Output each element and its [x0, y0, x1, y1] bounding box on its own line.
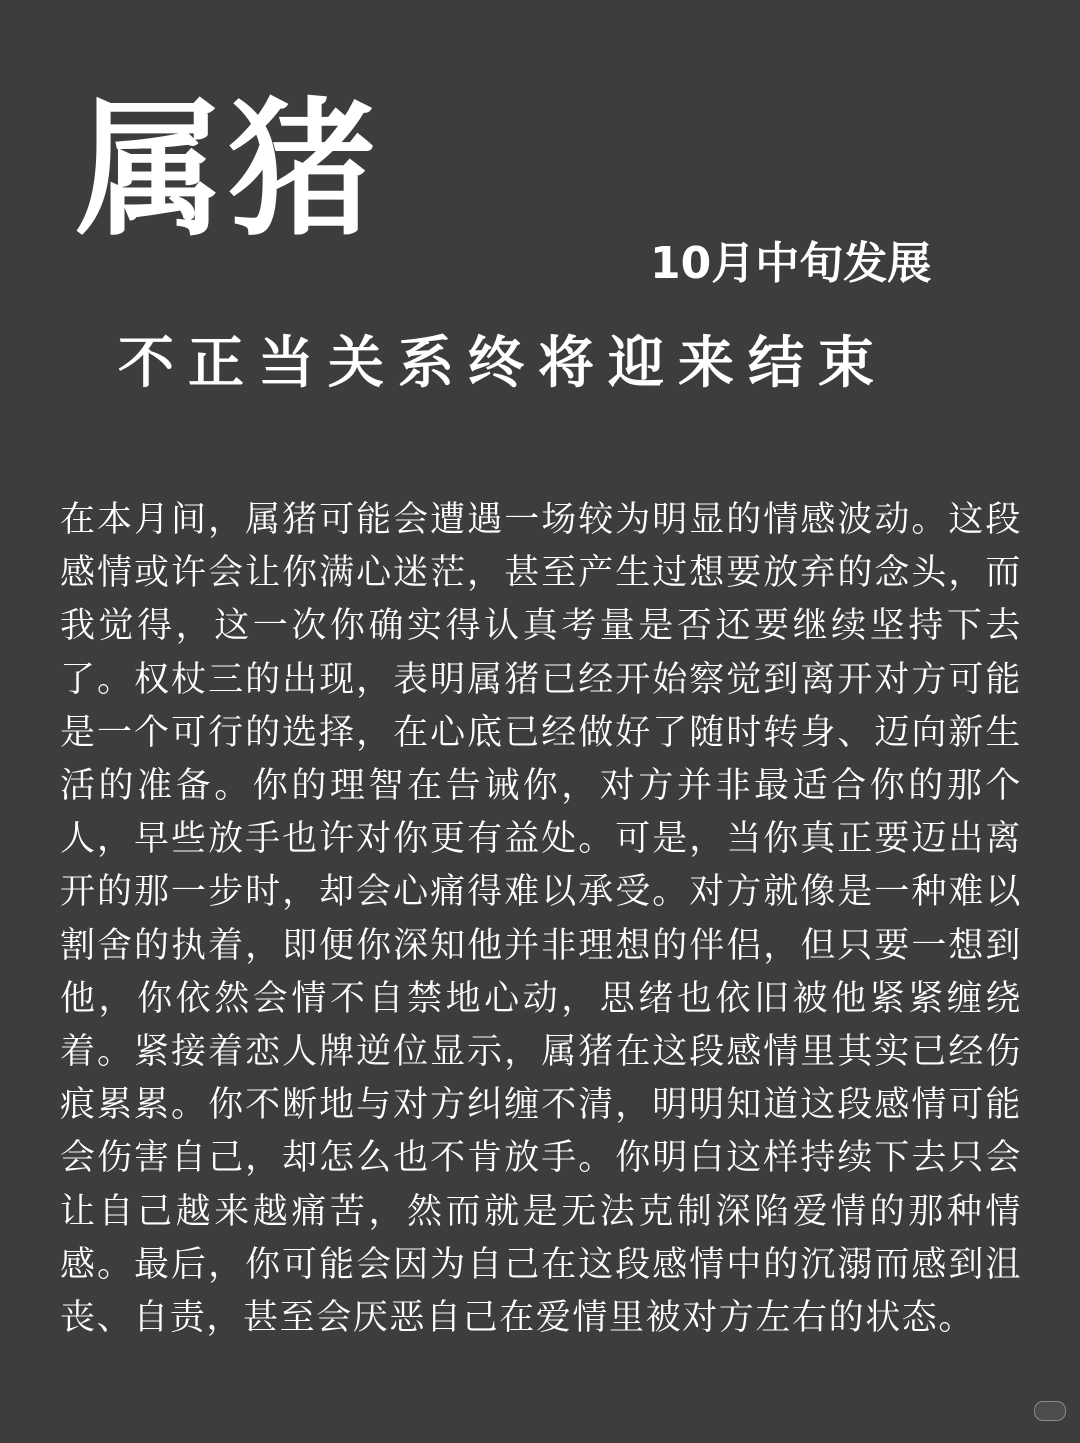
watermark-logo: [1034, 1401, 1066, 1421]
body-paragraph: 在本月间，属猪可能会遭遇一场较为明显的情感波动。这段感情或许会让你满心迷茫，甚至产生过想要放弃的念头，而我觉得，这一次你确实得认真考量是否还要继续坚持下去了。权杖三的出现，表明属猪已经开始察觉到离开对方可能是一个可行的选择，在心底已经做好了随时转身、迈向新生活的准备。你的理智在告诫你，对方并非最适合你的那个人，早些放手也许对你更有益处。可是，当你真正要迈出离开的那一步时，却会心痛得难以承受。对方就像是一种难以割舍的执着，即便你深知他并非理想的伴侣，但只要一想到他，你依然会情不自禁地心动，思绪也依旧被他紧紧缠绕着。紧接着恋人牌逆位显示，属猪在这段感情里其实已经伤痕累累。你不断地与对方纠缠不清，明明知道这段感情可能会伤害自己，却怎么也不肯放手。你明白这样持续下去只会让自己越来越痛苦，然而就是无法克制深陷爱情的那种情感。最后，你可能会因为自己在这段感情中的沉溺而感到沮丧、自责，甚至会厌恶自己在爱情里被对方左右的状态。: [60, 500, 1022, 1339]
subtitle: 10月中旬发展: [650, 238, 932, 289]
page-title: 属猪: [76, 84, 380, 256]
headline: 不正当关系终将迎来结束: [118, 331, 888, 396]
